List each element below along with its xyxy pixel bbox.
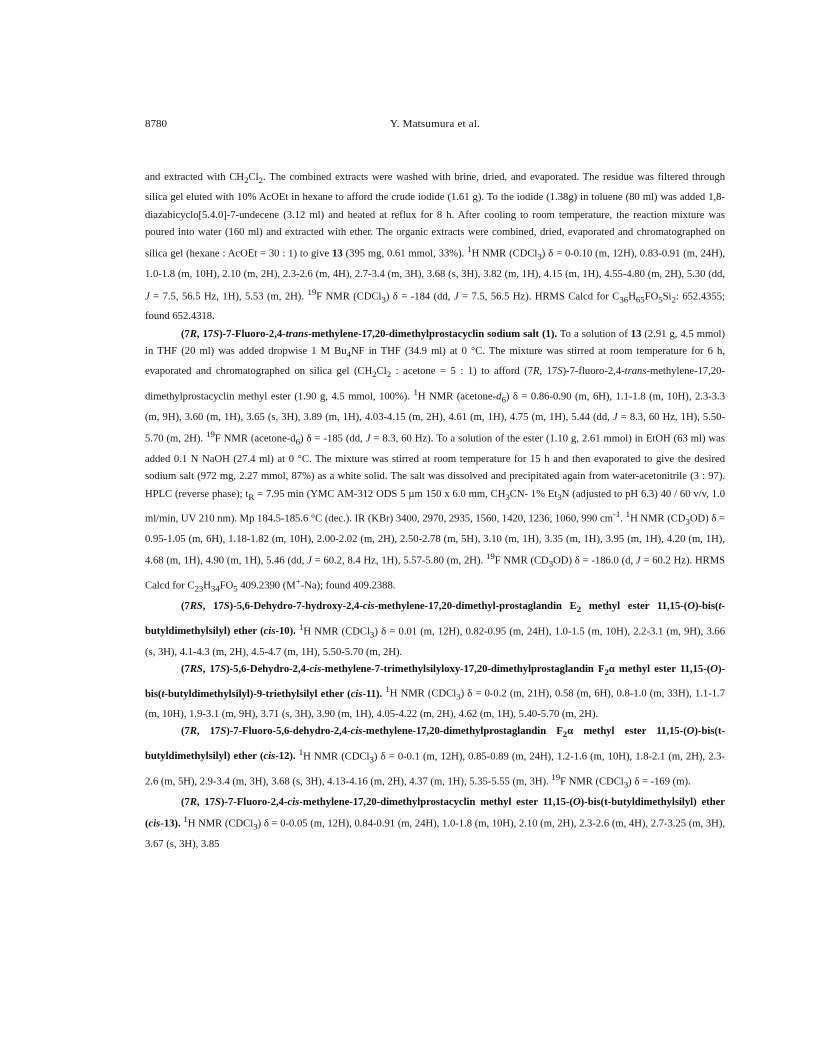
page-header: [145, 118, 725, 134]
paragraph: and extracted with $CH_2Cl_2$. The combined extracts were washed with brine, dried, and evaporated. The residue was filtered through silica gel eluted with 10% AcOEt in hexane to afford the crude iodide (1.61 g). To the iodide (1.38g) in toluene (80 ml) was added 1,8-diazabicyclo[5.4.0]-7-undecene (3.12 ml) and heated at reflux for 8 h. After cooling to room temperature, the reaction mixture was poured into water (160 ml) and extracted with ether. The organic extracts were combined, dried, evaporated and chromatographed on silica gel (hexane : AcOEt = 30 : 1) to give 13 (395 mg, 0.61 mmol, 33%). $^1$H NMR (CDCl$_3$) δ = 0-0.10 (m, 12H), 0.83-0.91 (m, 24H), 1.0-1.8 (m, 10H), 2.10 (m, 2H), 2.3-2.6 (m, 4H), 2.7-3.4 (m, 3H), 3.68 (s, 3H), 3.82 (m, 1H), 4.15 (m, 1H), 4.55-4.80 (m, 2H), 5.30 (dd, J = 7.5, 56.5 Hz, 1H), 5.53 (m, 2H). $^{19}$F NMR (CDCl$_3$) δ = -184 (dd, J = 7.5, 56.5 Hz). HRMS Calcd for $C_{36}H_{65}FO_5Si_2$: 652.4355; found 652.4318.: [145, 172, 726, 323]
paragraph-compound-cis-12: (7R, 17S)-7-Fluoro-5,6-dehydro-2,4-cis-methylene-17,20-dimethylprostaglandin $F_2\alpha$ methyl ester 11,15-(O)-bis(t-butyldimethylsilyl) ether (cis-12). $^1$H NMR (CDCl$_3$) δ = 0-0.1 (m, 12H), 0.85-0.89 (m, 24H), 1.2-1.6 (m, 10H), 1.8-2.1 (m, 2H), 2.3-2.6 (m, 5H), 2.9-3.4 (m, 3H), 3.68 (s, 3H), 4.13-4.16 (m, 2H), 4.37 (m, 1H), 5.35-5.55 (m, 3H). $^{19}$F NMR (CDCl$_3$) δ = -169 (m).: [145, 726, 726, 790]
page-number: 8780: [145, 118, 167, 130]
paragraph-compound-1: (7R, 17S)-7-Fluoro-2,4-trans-methylene-17,20-dimethylprostacyclin sodium salt (1). To a solution of 13 (2.91 g, 4.5 mmol) in THF (20 ml) was added dropwise 1 M $Bu_4NF$ in THF (34.9 ml) at 0 °C. The mixture was stirred at room temperature for 6 h, evaporated and chromatographed on silica gel ($CH_2Cl_2$ : acetone = 5 : 1) to afford (7R, 17S)-7-fluoro-2,4-trans-methylene-17,20-dimethylprostacyclin methyl ester (1.90 g, 4.5 mmol, 100%). $^1$H NMR $(acetone-d_6) \delta = 0.86-0.90$ (m, 6H), 1.1-1.8 (m, 10H), 2.3-3.3 (m, 9H), 3.60 (m, 1H), 3.65 (s, 3H), 3.89 (m, 1H), 4.03-4.15 (m, 2H), 4.61 (m, 1H), 4.75 (m, 1H), 5.44 (dd, J = 8.3, 60 Hz, 1H), 5.50-5.70 (m, 2H). $^{19}$F NMR $(acetone-d_6) \delta = -185$ (dd, J = 8.3, 60 Hz). To a solution of the ester (1.10 g, 2.61 mmol) in EtOH (63 ml) was added 0.1 N NaOH (27.4 ml) at 0 °C. The mixture was stirred at room temperature for 15 h and then evaporated to give the desired sodium salt (972 mg, 2.27 mmol, 87%) as a white solid. The salt was dissolved and precipitated again from water-acetonitrile (3 : 97). HPLC (reverse phase); $t_R = 7.95$ min (YMC AM-312 ODS 5 µm 150 x 6.0 mm, $CH_3CN-$ 1% $Et_3N$ (adjusted to pH 6.3) 40 / 60 v/v, 1.0 ml/min, UV 210 nm). Mp 184.5-185.6 °C (dec.). IR (KBr) 3400, 2970, 2935, 1560, 1420, 1236, 1060, 990 $cm^{-1}$. $^1$H NMR $(CD_3OD) \delta = 0.95-1.05$ (m, 6H), 1.18-1.82 (m, 10H), 2.00-2.02 (m, 2H), 2.50-2.78 (m, 5H), 3.10 (m, 1H), 3.35 (m, 1H), 3.95 (m, 1H), 4.20 (m, 1H), 4.68 (m, 1H), 4.90 (m, 1H), 5.46 (dd, J = 60.2, 8.4 Hz, 1H), 5.57-5.80 (m, 2H). $^{19}$F NMR $(CD_3OD) \delta = -186.0$ (d, J = 60.2 Hz). HRMS Calcd for $C_{23}H_{34}FO_5$ 409.2390 (M+-Na); found 409.2388.: [145, 328, 726, 594]
paragraph-compound-cis-10: (7RS, 17S)-5,6-Dehydro-7-hydroxy-2,4-cis-methylene-17,20-dimethyl-prostaglandin $E_2$ methyl ester 11,15-(O)-bis(t-butyldimethylsilyl) ether (cis-10). $^1$H NMR (CDCl$_3$) δ = 0.01 (m, 12H), 0.82-0.95 (m, 24H), 1.0-1.5 (m, 10H), 2.2-3.1 (m, 9H), 3.66 (s, 3H), 4.1-4.3 (m, 2H), 4.5-4.7 (m, 1H), 5.50-5.70 (m, 2H).: [145, 601, 726, 658]
body-text: [145, 169, 725, 853]
paragraph-compound-cis-13: (7R, 17S)-7-Fluoro-2,4-cis-methylene-17,20-dimethylprostacyclin methyl ester 11,15-(O)-bis(t-butyldimethylsilyl) ether (cis-13). $^1$H NMR (CDCl$_3$) δ = 0-0.05 (m, 12H), 0.84-0.91 (m, 24H), 1.0-1.8 (m, 10H), 2.10 (m, 2H), 2.3-2.6 (m, 4H), 2.7-3.25 (m, 3H), 3.67 (s, 3H), 3.85: [145, 796, 725, 850]
paragraph-compound-cis-11: (7RS, 17S)-5,6-Dehydro-2,4-cis-methylene-7-trimethylsilyloxy-17,20-dimethylprostaglandin $F_2\alpha$ methyl ester 11,15-(O)-bis(t-butyldimethylsilyl)-9-triethylsilyl ether (cis-11). $^1$H NMR (CDCl$_3$) δ = 0-0.2 (m, 21H), 0.58 (m, 6H), 0.8-1.0 (m, 33H), 1.1-1.7 (m, 10H), 1.9-3.1 (m, 9H), 3.71 (s, 3H), 3.90 (m, 1H), 4.05-4.22 (m, 2H), 4.62 (m, 1H), 5.40-5.70 (m, 2H).: [145, 663, 726, 721]
running-head: Y. Matsumura et al.: [389, 118, 481, 130]
